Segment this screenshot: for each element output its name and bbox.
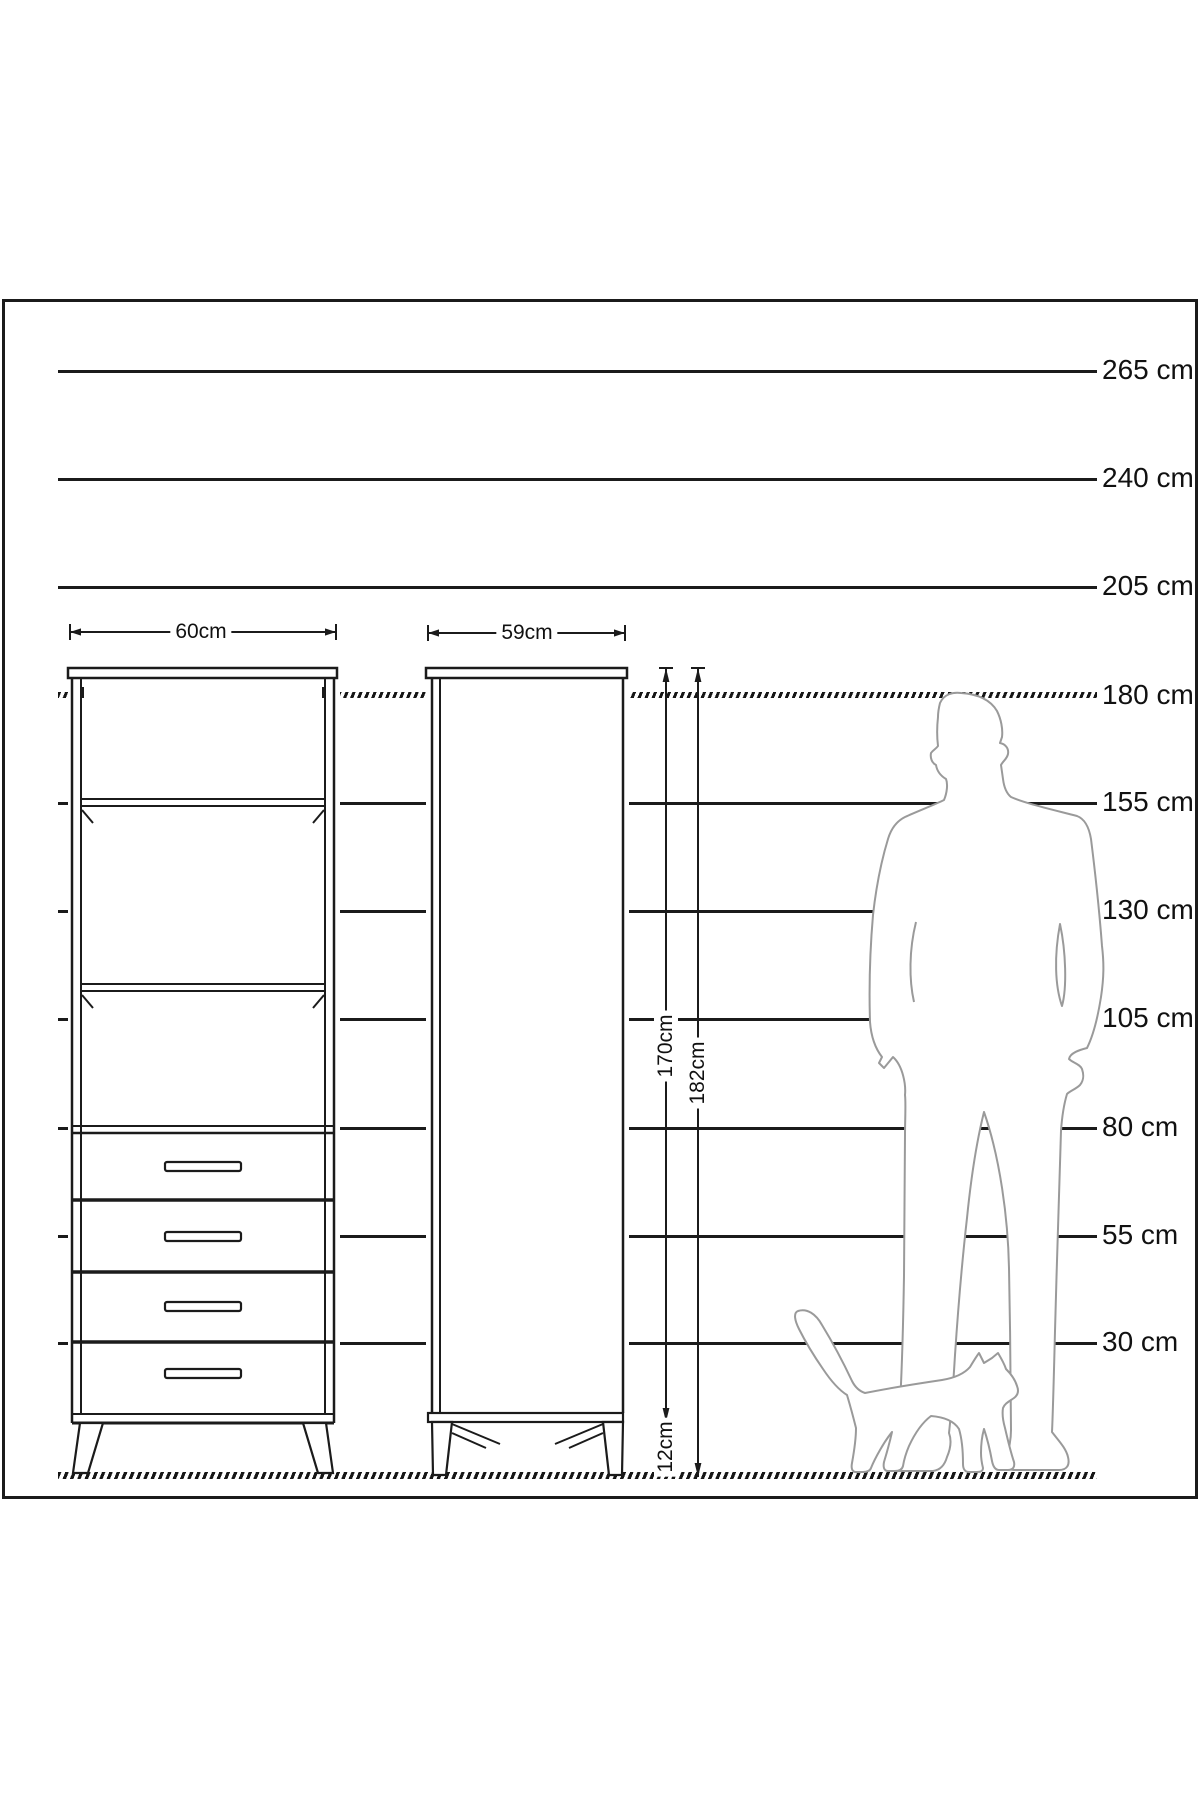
height-label-legs: 12cm xyxy=(654,1417,678,1476)
height-label-80: 80 cm xyxy=(1102,1111,1179,1142)
width-label-unit1: 60cm xyxy=(170,620,231,644)
height-label-265: 265 cm xyxy=(1102,354,1194,385)
width-label-unit2: 59cm xyxy=(496,621,557,645)
height-label-55: 55 cm xyxy=(1102,1219,1179,1250)
height-label-105: 105 cm xyxy=(1102,1002,1194,1033)
height-label-carcass: 170cm xyxy=(654,1010,678,1081)
height-label-205: 205 cm xyxy=(1102,570,1194,601)
height-label-240: 240 cm xyxy=(1102,462,1194,493)
height-label-total: 182cm xyxy=(686,1037,710,1108)
height-label-130: 130 cm xyxy=(1102,894,1194,925)
height-label-180: 180 cm xyxy=(1102,679,1194,710)
height-label-155: 155 cm xyxy=(1102,786,1194,817)
height-label-30: 30 cm xyxy=(1102,1326,1179,1357)
